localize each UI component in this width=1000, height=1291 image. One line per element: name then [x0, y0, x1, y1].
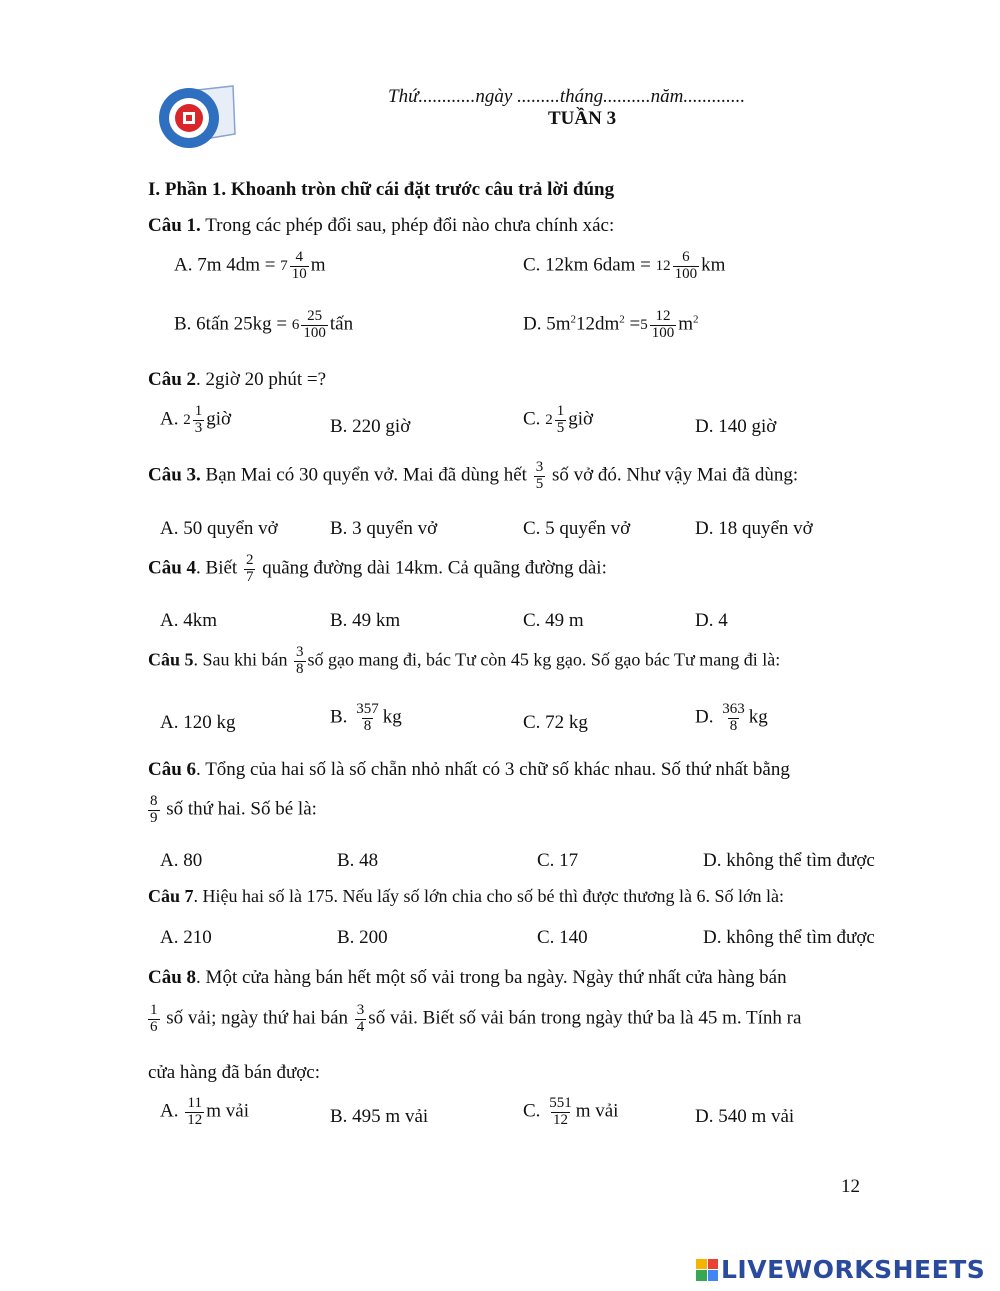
q1-option-d[interactable] [523, 309, 699, 342]
q2-option-a[interactable] [160, 404, 231, 437]
equals-sign: = [624, 313, 641, 335]
numerator: 1 [150, 1002, 158, 1018]
fraction [148, 1003, 160, 1036]
option-label: B. 6tấn 25kg = [174, 313, 292, 335]
fraction [244, 553, 256, 586]
denominator: 9 [150, 809, 158, 826]
denominator: 5 [535, 475, 544, 492]
denominator: 5 [556, 419, 565, 436]
denominator: 8 [296, 660, 304, 677]
q2-option-c[interactable] [523, 404, 593, 437]
question-1 [148, 215, 614, 237]
numerator: 25 [307, 308, 323, 324]
numerator: 3 [296, 644, 304, 660]
question-text: . 2giờ 20 phút =? [196, 369, 327, 390]
q2-option-b[interactable]: B. 220 giờ [330, 416, 411, 437]
fraction [547, 1096, 574, 1129]
unit: km [701, 254, 726, 276]
numerator: 3 [356, 1002, 365, 1018]
numerator: 1 [556, 403, 565, 419]
unit: tấn [329, 313, 354, 335]
q5-option-a[interactable]: A. 120 kg [160, 712, 236, 733]
q4-option-b[interactable]: B. 49 km [330, 610, 401, 631]
fraction [301, 309, 328, 342]
q3-option-b[interactable]: B. 3 quyển vở [330, 518, 438, 539]
unit: kg [748, 706, 768, 728]
question-text: . Tổng của hai số là số chẵn nhỏ nhất có 3 chữ số khác nhau. Số thứ nhất bằng [196, 759, 790, 780]
question-6 [148, 759, 790, 781]
question-text: . Một cửa hàng bán hết một số vải trong ba ngày. Ngày thứ nhất cửa hàng bán [196, 967, 787, 988]
mixed-whole: 7 [280, 257, 288, 274]
option-label: A. 7m 4dm = [174, 254, 281, 276]
question-text: số vải. Biết số vải bán trong ngày thứ ba là 45 m. Tính ra [368, 1007, 802, 1029]
q3-option-a[interactable]: A. 50 quyển vở [160, 518, 278, 539]
denominator: 4 [356, 1018, 365, 1035]
unit: m [678, 313, 694, 335]
exponent: 2 [570, 313, 576, 326]
q3-option-c[interactable]: C. 5 quyển vở [523, 518, 631, 539]
question-text: . Biết [196, 557, 242, 579]
q4-option-d[interactable]: D. 4 [695, 610, 728, 631]
denominator: 8 [363, 717, 372, 734]
mixed-whole: 6 [291, 316, 300, 333]
question-label: Câu 2 [148, 369, 197, 390]
question-8-line-2 [146, 1003, 801, 1036]
q4-option-a[interactable]: A. 4km [160, 610, 217, 631]
numerator: 8 [150, 793, 158, 809]
q8-option-b[interactable]: B. 495 m vải [330, 1106, 429, 1127]
q1-option-a[interactable] [174, 250, 326, 283]
fraction [355, 1003, 367, 1036]
exponent: 2 [619, 313, 625, 326]
denominator: 7 [245, 568, 254, 585]
q5-option-c[interactable]: C. 72 kg [523, 712, 588, 733]
q4-option-c[interactable]: C. 49 m [523, 610, 584, 631]
question-label: Câu 6 [148, 759, 197, 780]
fraction [148, 794, 160, 827]
fraction [720, 702, 747, 735]
option-label: C. [523, 408, 541, 430]
watermark-text: LIVEWORKSHEETS [721, 1255, 986, 1284]
fraction [185, 1096, 204, 1129]
mixed-whole: 2 [545, 411, 553, 428]
question-label: Câu 8 [148, 967, 197, 988]
denominator: 3 [194, 419, 203, 436]
option-label: A. [160, 408, 179, 430]
q7-option-b[interactable]: B. 200 [337, 927, 388, 948]
unit: m vải [206, 1100, 249, 1122]
q1-option-b[interactable] [174, 309, 353, 342]
numerator: 357 [356, 701, 379, 717]
mixed-whole: 5 [640, 316, 648, 333]
q6-option-b[interactable]: B. 48 [337, 850, 379, 871]
exponent: 2 [693, 313, 699, 326]
numerator: 6 [682, 249, 690, 265]
question-4 [148, 553, 607, 586]
q8-option-a[interactable] [160, 1096, 249, 1129]
option-label: D. 5m [523, 313, 571, 335]
question-text: số vở đó. Như vậy Mai đã dùng: [547, 464, 799, 486]
fraction [534, 460, 546, 493]
unit: kg [382, 706, 402, 728]
q3-option-d[interactable]: D. 18 quyển vở [695, 518, 813, 539]
school-emblem-icon [157, 82, 239, 154]
option-label: B. [330, 706, 348, 728]
question-label: Câu 4 [148, 557, 197, 579]
fraction [290, 250, 309, 283]
question-7 [148, 886, 784, 907]
question-label: Câu 1. [148, 215, 201, 236]
denominator: 8 [729, 717, 738, 734]
question-text: . Hiệu hai số là 175. Nếu lấy số lớn chia cho số bé thì được thương là 6. Số lớn là: [193, 886, 785, 906]
question-text: quãng đường dài 14km. Cả quãng đường dài: [257, 557, 607, 579]
unit: giờ [206, 408, 232, 430]
q8-option-d[interactable]: D. 540 m vải [695, 1106, 795, 1127]
liveworksheets-logo-icon [696, 1259, 718, 1281]
page-number: 12 [841, 1176, 860, 1197]
numerator: 11 [187, 1095, 202, 1111]
question-label: Câu 7 [148, 886, 194, 906]
question-text: . Sau khi bán [193, 649, 293, 670]
denominator: 12 [187, 1111, 203, 1128]
question-text: số thứ hai. Số bé là: [161, 798, 317, 820]
option-label: D. [695, 706, 714, 728]
question-8 [148, 967, 787, 989]
fraction [650, 309, 677, 342]
denominator: 100 [303, 324, 326, 341]
liveworksheets-watermark [696, 1255, 985, 1284]
numerator: 551 [549, 1095, 572, 1111]
fraction [354, 702, 381, 735]
q7-option-c[interactable]: C. 140 [537, 927, 588, 948]
question-text: Bạn Mai có 30 quyển vở. Mai đã dùng hết [200, 464, 532, 486]
denominator: 10 [291, 265, 307, 282]
option-label: C. [523, 1100, 541, 1122]
q5-option-b[interactable] [330, 702, 402, 735]
numerator: 2 [245, 552, 254, 568]
q6-option-d[interactable]: D. không thể tìm được [703, 850, 875, 871]
unit: m vải [575, 1100, 619, 1122]
question-6-line-2 [146, 794, 317, 827]
mixed-whole: 2 [183, 411, 191, 428]
question-label: Câu 3. [148, 464, 201, 486]
denominator: 100 [651, 324, 675, 341]
numerator: 363 [722, 701, 745, 717]
q7-option-a[interactable]: A. 210 [160, 927, 212, 948]
question-8-line-3: cửa hàng đã bán được: [148, 1062, 321, 1083]
question-label: Câu 5 [148, 649, 194, 670]
fraction [193, 404, 205, 437]
question-text: số vải; ngày thứ hai bán [161, 1007, 353, 1029]
denominator: 12 [552, 1111, 568, 1128]
q6-option-a[interactable]: A. 80 [160, 850, 203, 871]
q2-option-d[interactable]: D. 140 giờ [695, 416, 777, 437]
question-text: số gạo mang đi, bác Tư còn 45 kg gạo. Số gạo bác Tư mang đi là: [307, 649, 781, 670]
denominator: 100 [674, 265, 698, 282]
fraction [673, 250, 700, 283]
q6-option-c[interactable]: C. 17 [537, 850, 579, 871]
q7-option-d[interactable]: D. không thể tìm được [703, 927, 875, 948]
q8-option-c[interactable] [523, 1096, 618, 1129]
numerator: 4 [295, 249, 303, 265]
mixed-whole: 12 [655, 257, 671, 274]
date-line: Thứ............ngày .........tháng..........năm............. [388, 86, 746, 107]
unit: m [310, 254, 326, 276]
denominator: 6 [150, 1018, 158, 1035]
week-title: TUẦN 3 [548, 108, 617, 129]
numerator: 3 [535, 459, 544, 475]
question-2 [148, 369, 326, 391]
q5-option-d[interactable] [695, 702, 768, 735]
option-label: C. 12km 6dam = [523, 254, 656, 276]
fraction [294, 645, 306, 678]
fraction [555, 404, 567, 437]
option-label: A. [160, 1100, 179, 1122]
question-3 [148, 460, 798, 493]
question-text: Trong các phép đổi sau, phép đổi nào chưa chính xác: [200, 215, 615, 236]
section-title: I. Phần 1. Khoanh tròn chữ cái đặt trước câu trả lời đúng [148, 179, 615, 200]
option-text: 12dm [576, 313, 620, 335]
question-5 [148, 645, 780, 678]
numerator: 1 [194, 403, 203, 419]
unit: giờ [568, 408, 594, 430]
numerator: 12 [655, 308, 671, 324]
q1-option-c[interactable] [523, 250, 725, 283]
